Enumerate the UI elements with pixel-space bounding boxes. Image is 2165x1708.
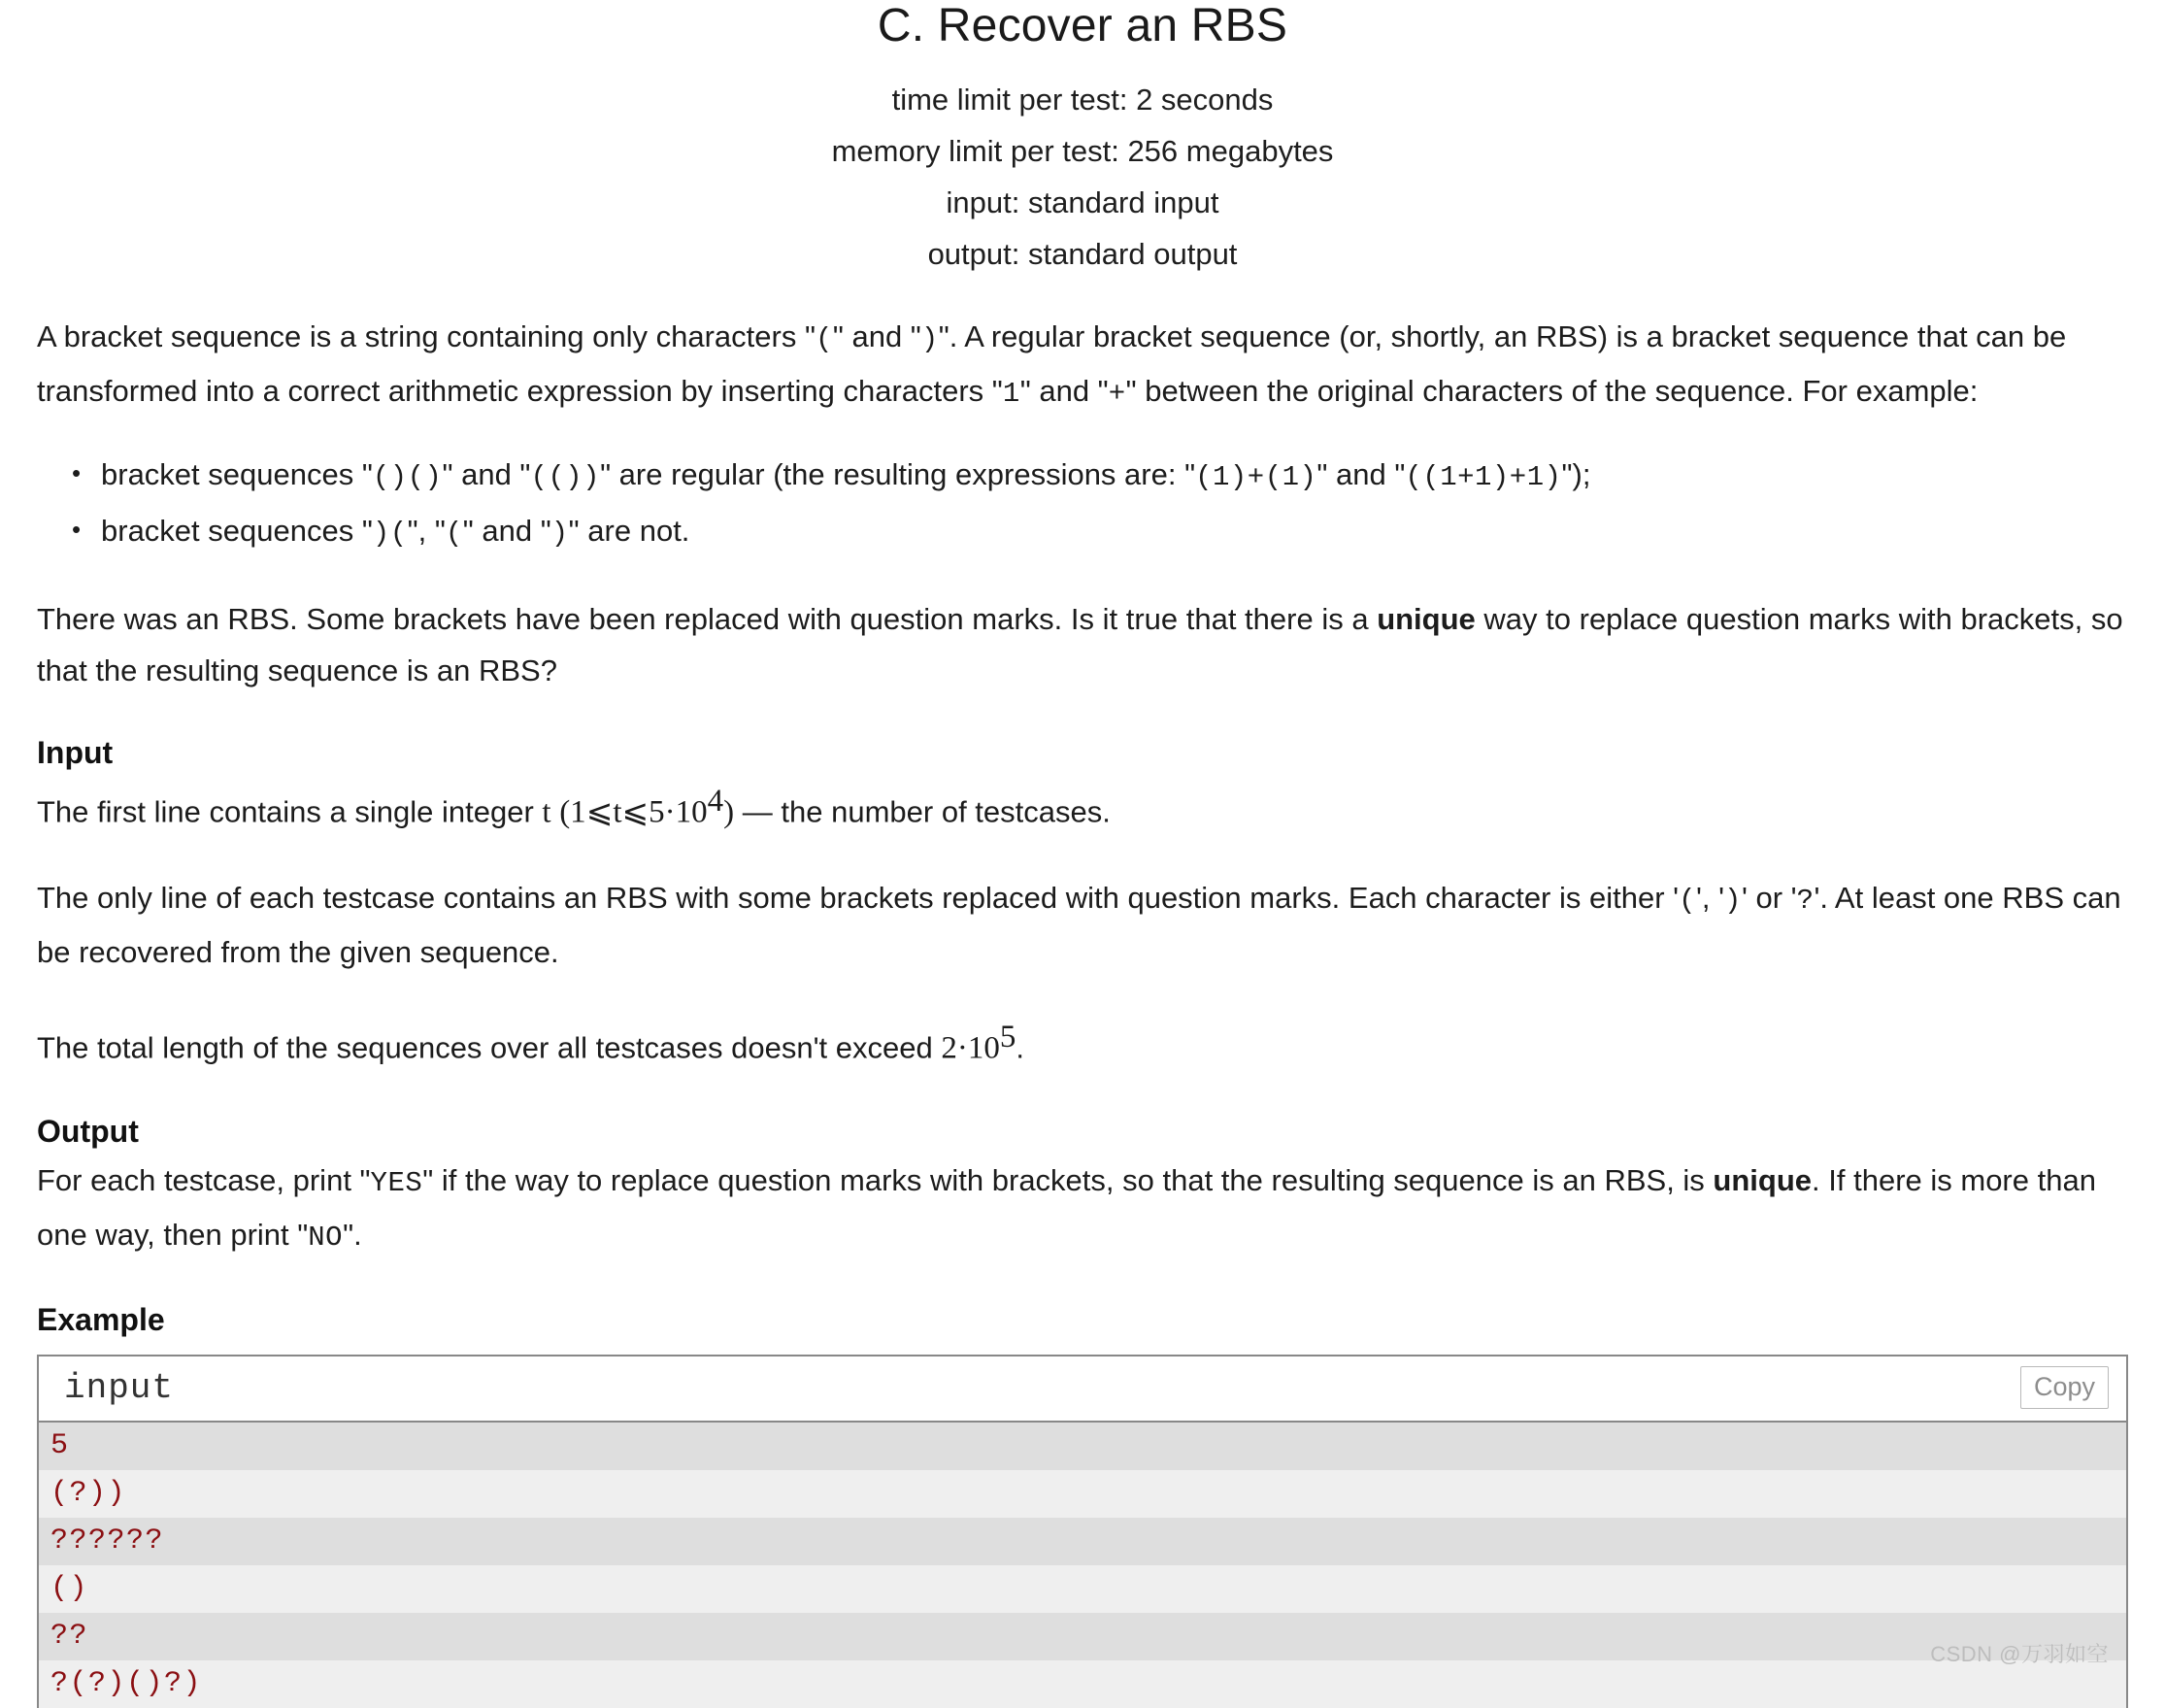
- output-section-heading: Output: [37, 1113, 139, 1149]
- input-fmt-text-3: ' or ': [1741, 881, 1797, 916]
- bullet1-code-4: ((1+1)+1): [1405, 461, 1562, 493]
- bullet2-text-3: " and ": [462, 514, 551, 548]
- bullet1-text-4: " and ": [1316, 457, 1406, 491]
- output-code-yes: YES: [370, 1166, 423, 1199]
- time-limit-line: time limit per test: 2 seconds: [891, 83, 1274, 117]
- list-item: ?(?)()?): [39, 1660, 2126, 1708]
- intro-text-1: A bracket sequence is a string containing only characters ": [37, 319, 816, 353]
- math-var-t: t: [542, 794, 551, 830]
- math-paren-close: ): [723, 794, 735, 830]
- input-source-line: input: standard input: [946, 185, 1219, 219]
- bullet2-code-2: (: [445, 518, 463, 550]
- intro-paragraph: [37, 311, 2128, 419]
- problem-limits: [37, 74, 2128, 280]
- bullet1-text-5: ");: [1561, 457, 1591, 491]
- list-item: [101, 505, 2128, 559]
- intro-text-3: ". A regular bracket sequence (or, shortly, an RBS) is a bracket sequence that can be transformed into a correct arithmetic expression by inserting characters ": [37, 319, 2067, 408]
- bullet1-text-3: " are regular (the resulting expressions are: ": [600, 457, 1196, 491]
- example-section-heading: Example: [37, 1301, 165, 1337]
- bullet1-text-1: bracket sequences ": [101, 457, 373, 491]
- page-title: C. Recover an RBS: [877, 0, 1288, 51]
- total-length-text-after: .: [1016, 1030, 1024, 1065]
- csdn-watermark: CSDN @万羽如空: [1930, 1642, 2109, 1666]
- math-base-2: 10: [967, 1030, 1000, 1066]
- total-length-paragraph: [37, 1012, 2128, 1074]
- input-constraint-paragraph: [37, 776, 2128, 838]
- bullet2-text-1: bracket sequences ": [101, 514, 373, 548]
- output-format-paragraph: [37, 1155, 2128, 1263]
- example-input-body: [39, 1423, 2126, 1708]
- math-exponent: 4: [707, 784, 724, 819]
- unique-question-paragraph: [37, 593, 2128, 696]
- math-coefficient: 5: [649, 794, 665, 830]
- bullet2-code-1: )(: [372, 518, 408, 550]
- list-item: [101, 449, 2128, 503]
- memory-limit-line: memory limit per test: 256 megabytes: [831, 134, 1334, 168]
- input-section-heading: Input: [37, 735, 114, 770]
- input-fmt-text-2: ', ': [1695, 881, 1725, 916]
- intro-code-one: 1: [1002, 378, 1020, 410]
- unique-bold-1: unique: [1377, 602, 1476, 636]
- math-le-1: ⩽: [585, 794, 614, 830]
- math-le-2: ⩽: [621, 794, 650, 830]
- unique-text-after: way to replace question marks with brackets, so that the resulting sequence is an RBS?: [37, 602, 2123, 687]
- bullet1-code-2: (()): [530, 461, 601, 493]
- example-input-label: input: [64, 1367, 175, 1408]
- output-code-no: NO: [308, 1221, 344, 1254]
- math-coefficient-2: 2: [941, 1030, 957, 1066]
- output-source-line: output: standard output: [927, 237, 1238, 271]
- math-exponent-2: 5: [999, 1020, 1016, 1055]
- math-var-t-2: t: [613, 794, 622, 830]
- bullet2-text-4: " are not.: [568, 514, 690, 548]
- output-text-2: " if the way to replace question marks with brackets, so that the resulting sequence is an RBS, is: [422, 1162, 1714, 1197]
- intro-text-4: " and ": [1019, 374, 1109, 408]
- example-bullet-list: [37, 449, 2128, 559]
- total-length-text-before: The total length of the sequences over all testcases doesn't exceed: [37, 1030, 942, 1065]
- list-item: (?)): [39, 1470, 2126, 1518]
- math-dot-operator: ·: [664, 794, 676, 830]
- output-text-1: For each testcase, print ": [37, 1162, 371, 1197]
- intro-code-close-paren: ): [920, 323, 939, 355]
- math-base: 10: [675, 794, 708, 830]
- input-fmt-code-open: (: [1679, 885, 1696, 918]
- input-fmt-text-4: '. At least one RBS can be recovered from the given sequence.: [37, 881, 2121, 970]
- bullet2-text-2: ", ": [407, 514, 446, 548]
- unique-bold-2: unique: [1713, 1162, 1813, 1197]
- output-text-4: ".: [343, 1217, 362, 1252]
- example-input-box: [37, 1355, 2128, 1708]
- bullet1-code-1: ()(): [372, 461, 443, 493]
- bullet1-code-3: (1)+(1): [1195, 461, 1317, 493]
- list-item: ??: [39, 1613, 2126, 1660]
- bullet1-text-2: " and ": [442, 457, 531, 491]
- input-fmt-text-1: The only line of each testcase contains an RBS with some brackets replaced with question marks. Each character is either ': [37, 881, 1680, 916]
- input-fmt-code-close: ): [1724, 885, 1742, 918]
- intro-text-2: " and ": [832, 319, 921, 353]
- input-format-paragraph: [37, 872, 2128, 978]
- math-paren-open: (1: [559, 794, 586, 830]
- copy-button[interactable]: Copy: [2020, 1366, 2109, 1409]
- bullet2-code-3: ): [550, 518, 569, 550]
- list-item: 5: [39, 1423, 2126, 1470]
- input-text-before: The first line contains a single integer: [37, 794, 543, 829]
- output-text-3: . If there is more than one way, then print ": [37, 1162, 2096, 1252]
- intro-code-plus: +: [1108, 378, 1126, 410]
- intro-code-open-paren: (: [815, 323, 833, 355]
- input-fmt-code-question: ?: [1796, 885, 1815, 918]
- unique-text-before: There was an RBS. Some brackets have been replaced with question marks. Is it true that there is a: [37, 602, 1378, 636]
- math-dot-operator-2: ·: [956, 1030, 968, 1066]
- input-text-after: — the number of testcases.: [734, 794, 1111, 829]
- intro-text-5: " between the original characters of the sequence. For example:: [1125, 374, 1979, 408]
- list-item: (): [39, 1565, 2126, 1613]
- example-input-header: [39, 1356, 2126, 1423]
- list-item: ??????: [39, 1518, 2126, 1565]
